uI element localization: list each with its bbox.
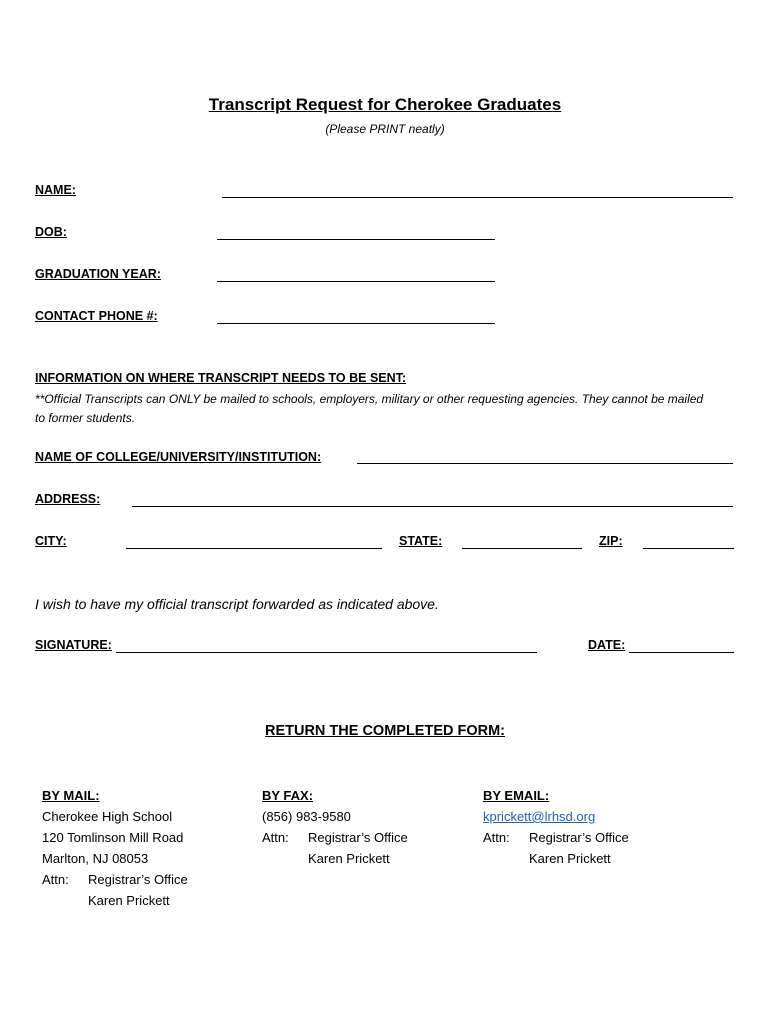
address-label: ADDRESS: (35, 492, 101, 506)
signature-line[interactable] (116, 652, 537, 653)
fax-number: (856) 983-9580 (262, 809, 351, 824)
fax-attn (262, 827, 472, 848)
graduation-year-line[interactable] (217, 281, 495, 282)
mail-attn-name: Karen Prickett (88, 893, 170, 908)
destination-heading: INFORMATION ON WHERE TRANSCRIPT NEEDS TO BE SENT: (35, 371, 407, 385)
name-label: NAME: (35, 183, 76, 197)
mail-attn-office: Registrar’s Office (88, 872, 188, 887)
mail-line-2: 120 Tomlinson Mill Road (42, 830, 184, 845)
authorization-statement: I wish to have my official transcript forwarded as indicated above. (35, 596, 439, 612)
fax-column (262, 785, 472, 869)
address-line[interactable] (132, 506, 733, 507)
zip-label: ZIP: (599, 534, 623, 548)
email-address-link[interactable]: kprickett@lrhsd.org (483, 809, 596, 824)
email-heading: BY EMAIL: (483, 788, 550, 803)
contact-phone-label: CONTACT PHONE #: (35, 309, 158, 323)
dob-line[interactable] (217, 239, 495, 240)
state-label: STATE: (399, 534, 443, 548)
mail-column (42, 785, 252, 911)
institution-line[interactable] (357, 463, 733, 464)
name-line[interactable] (222, 197, 733, 198)
page-title: Transcript Request for Cherokee Graduates (208, 95, 562, 114)
mail-line-3: Marlton, NJ 08053 (42, 851, 149, 866)
state-line[interactable] (462, 548, 582, 549)
zip-line[interactable] (643, 548, 734, 549)
mail-attn-key: Attn: (42, 872, 69, 887)
fax-heading: BY FAX: (262, 788, 314, 803)
fax-attn-office: Registrar’s Office (308, 830, 408, 845)
mail-heading: BY MAIL: (42, 788, 100, 803)
contact-phone-line[interactable] (217, 323, 495, 324)
date-line[interactable] (629, 652, 734, 653)
graduation-year-label: GRADUATION YEAR: (35, 267, 161, 281)
email-attn (483, 827, 713, 848)
page-subtitle: (Please PRINT neatly) (325, 122, 445, 136)
return-heading: RETURN THE COMPLETED FORM: (264, 723, 506, 739)
city-line[interactable] (126, 548, 382, 549)
signature-label: SIGNATURE: (35, 638, 112, 652)
email-column (483, 785, 713, 869)
institution-label: NAME OF COLLEGE/UNIVERSITY/INSTITUTION: (35, 450, 322, 464)
fax-attn-name: Karen Prickett (308, 851, 390, 866)
dob-label: DOB: (35, 225, 67, 239)
fax-attn-key: Attn: (262, 830, 289, 845)
official-transcript-note: **Official Transcripts can ONLY be mailed to schools, employers, military or other requesting agencies. They cannot be mailed to former students. (35, 392, 704, 425)
email-attn-name: Karen Prickett (529, 851, 611, 866)
city-label: CITY: (35, 534, 67, 548)
email-attn-office: Registrar’s Office (529, 830, 629, 845)
email-attn-key: Attn: (483, 830, 510, 845)
mail-attn (42, 869, 252, 890)
mail-line-1: Cherokee High School (42, 809, 173, 824)
date-label: DATE: (588, 638, 626, 652)
